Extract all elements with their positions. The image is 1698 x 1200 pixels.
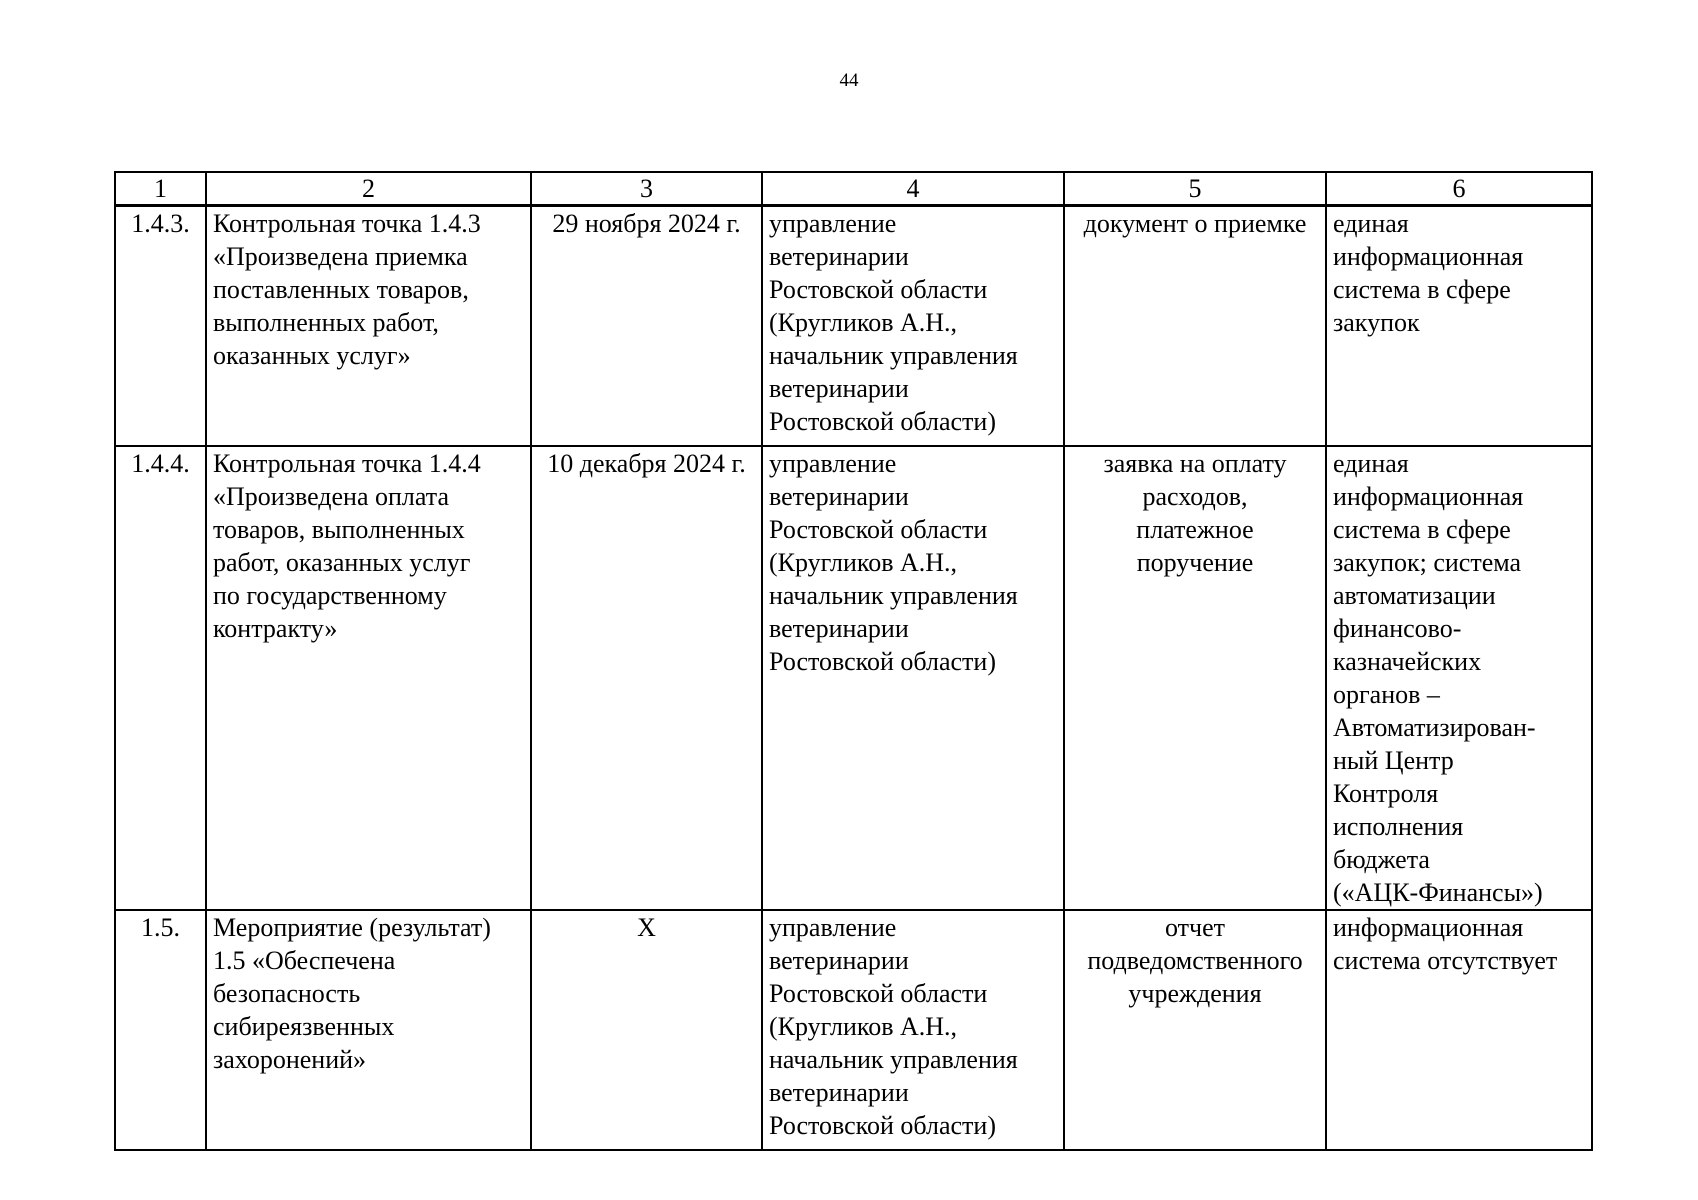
cell-information-system-line: информационная bbox=[1333, 482, 1524, 511]
cell-name-line: контракту» bbox=[213, 614, 338, 643]
cell-date: 29 ноября 2024 г. bbox=[531, 206, 762, 447]
column-header-4: 4 bbox=[762, 172, 1064, 206]
cell-information-system-line: казначейских bbox=[1333, 647, 1482, 676]
cell-responsible-line: ветеринарии bbox=[769, 946, 909, 975]
control-points-table bbox=[114, 171, 1593, 1151]
table-header-row bbox=[115, 172, 1592, 206]
cell-responsible-line: ветеринарии bbox=[769, 374, 909, 403]
cell-name bbox=[206, 446, 531, 910]
cell-name-line: выполненных работ, bbox=[213, 308, 439, 337]
cell-name-line: поставленных товаров, bbox=[213, 275, 469, 304]
table-row bbox=[115, 910, 1592, 1150]
cell-information-system bbox=[1326, 446, 1592, 910]
cell-information-system bbox=[1326, 910, 1592, 1150]
cell-responsible-line: Ростовской области) bbox=[769, 1111, 996, 1140]
cell-information-system-line: информационная bbox=[1333, 913, 1524, 942]
cell-responsible-line: ветеринарии bbox=[769, 242, 909, 271]
table-row bbox=[115, 446, 1592, 910]
cell-document-line: документ о приемке bbox=[1083, 209, 1307, 238]
cell-responsible-line: Ростовской области) bbox=[769, 407, 996, 436]
cell-name-line: «Произведена оплата bbox=[213, 482, 449, 511]
cell-name bbox=[206, 910, 531, 1150]
cell-document-line: подведомственного bbox=[1087, 946, 1303, 975]
cell-name-line: «Произведена приемка bbox=[213, 242, 468, 271]
cell-name-line: товаров, выполненных bbox=[213, 515, 465, 544]
cell-information-system-line: система в сфере bbox=[1333, 515, 1511, 544]
cell-name-line: по государственному bbox=[213, 581, 447, 610]
cell-responsible-line: управление bbox=[769, 449, 897, 478]
cell-document bbox=[1064, 446, 1326, 910]
table-row bbox=[115, 206, 1592, 447]
cell-number: 1.4.4. bbox=[115, 446, 206, 910]
cell-information-system-line: система отсутствует bbox=[1333, 946, 1558, 975]
cell-name-line: оказанных услуг» bbox=[213, 341, 411, 370]
cell-responsible-line: ветеринарии bbox=[769, 614, 909, 643]
cell-document-line: поручение bbox=[1136, 548, 1254, 577]
cell-name-line: работ, оказанных услуг bbox=[213, 548, 471, 577]
cell-information-system-line: закупок; система bbox=[1333, 548, 1522, 577]
cell-date: X bbox=[531, 910, 762, 1150]
cell-information-system-line: информационная bbox=[1333, 242, 1524, 271]
cell-document-line: отчет bbox=[1165, 913, 1225, 942]
cell-responsible-line: (Кругликов А.Н., bbox=[769, 308, 958, 337]
cell-responsible bbox=[762, 910, 1064, 1150]
cell-information-system-line: Автоматизирован- bbox=[1333, 713, 1536, 742]
cell-document-line: платежное bbox=[1136, 515, 1254, 544]
cell-information-system-line: ный Центр bbox=[1333, 746, 1454, 775]
cell-name-line: захоронений» bbox=[213, 1045, 367, 1074]
cell-information-system-line: Контроля bbox=[1333, 779, 1439, 808]
cell-information-system-line: исполнения bbox=[1333, 812, 1464, 841]
cell-responsible bbox=[762, 446, 1064, 910]
cell-document bbox=[1064, 206, 1326, 447]
cell-name-line: Контрольная точка 1.4.4 bbox=[213, 449, 481, 478]
cell-information-system-line: органов – bbox=[1333, 680, 1440, 709]
cell-responsible-line: ветеринарии bbox=[769, 482, 909, 511]
column-header-1: 1 bbox=[115, 172, 206, 206]
cell-document-line: расходов, bbox=[1142, 482, 1248, 511]
page-number: 44 bbox=[839, 70, 859, 91]
cell-responsible-line: Ростовской области bbox=[769, 275, 988, 304]
cell-responsible-line: управление bbox=[769, 913, 897, 942]
cell-number: 1.4.3. bbox=[115, 206, 206, 447]
column-header-6: 6 bbox=[1326, 172, 1592, 206]
cell-responsible-line: начальник управления bbox=[769, 341, 1018, 370]
cell-information-system-line: единая bbox=[1333, 449, 1409, 478]
cell-name bbox=[206, 206, 531, 447]
column-header-2: 2 bbox=[206, 172, 531, 206]
cell-responsible-line: Ростовской области bbox=[769, 979, 988, 1008]
cell-information-system-line: единая bbox=[1333, 209, 1409, 238]
cell-name-line: сибиреязвенных bbox=[213, 1012, 395, 1041]
cell-document bbox=[1064, 910, 1326, 1150]
cell-information-system-line: финансово- bbox=[1333, 614, 1462, 643]
cell-information-system-line: бюджета bbox=[1333, 845, 1430, 874]
cell-responsible-line: Ростовской области bbox=[769, 515, 988, 544]
cell-number: 1.5. bbox=[115, 910, 206, 1150]
cell-name-line: безопасность bbox=[213, 979, 361, 1008]
cell-responsible-line: (Кругликов А.Н., bbox=[769, 1012, 958, 1041]
cell-information-system-line: закупок bbox=[1333, 308, 1420, 337]
cell-responsible-line: (Кругликов А.Н., bbox=[769, 548, 958, 577]
cell-name-line: Контрольная точка 1.4.3 bbox=[213, 209, 481, 238]
cell-information-system-line: автоматизации bbox=[1333, 581, 1496, 610]
cell-information-system-line: система в сфере bbox=[1333, 275, 1511, 304]
cell-name-line: 1.5 «Обеспечена bbox=[213, 946, 396, 975]
cell-responsible bbox=[762, 206, 1064, 447]
column-header-3: 3 bbox=[531, 172, 762, 206]
cell-responsible-line: начальник управления bbox=[769, 581, 1018, 610]
cell-document-line: заявка на оплату bbox=[1103, 449, 1287, 478]
cell-responsible-line: управление bbox=[769, 209, 897, 238]
cell-responsible-line: начальник управления bbox=[769, 1045, 1018, 1074]
cell-document-line: учреждения bbox=[1128, 979, 1262, 1008]
cell-name-line: Мероприятие (результат) bbox=[213, 913, 491, 942]
cell-information-system bbox=[1326, 206, 1592, 447]
cell-date: 10 декабря 2024 г. bbox=[531, 446, 762, 910]
cell-responsible-line: Ростовской области) bbox=[769, 647, 996, 676]
column-header-5: 5 bbox=[1064, 172, 1326, 206]
cell-information-system-line: («АЦК-Финансы») bbox=[1333, 878, 1543, 907]
cell-responsible-line: ветеринарии bbox=[769, 1078, 909, 1107]
